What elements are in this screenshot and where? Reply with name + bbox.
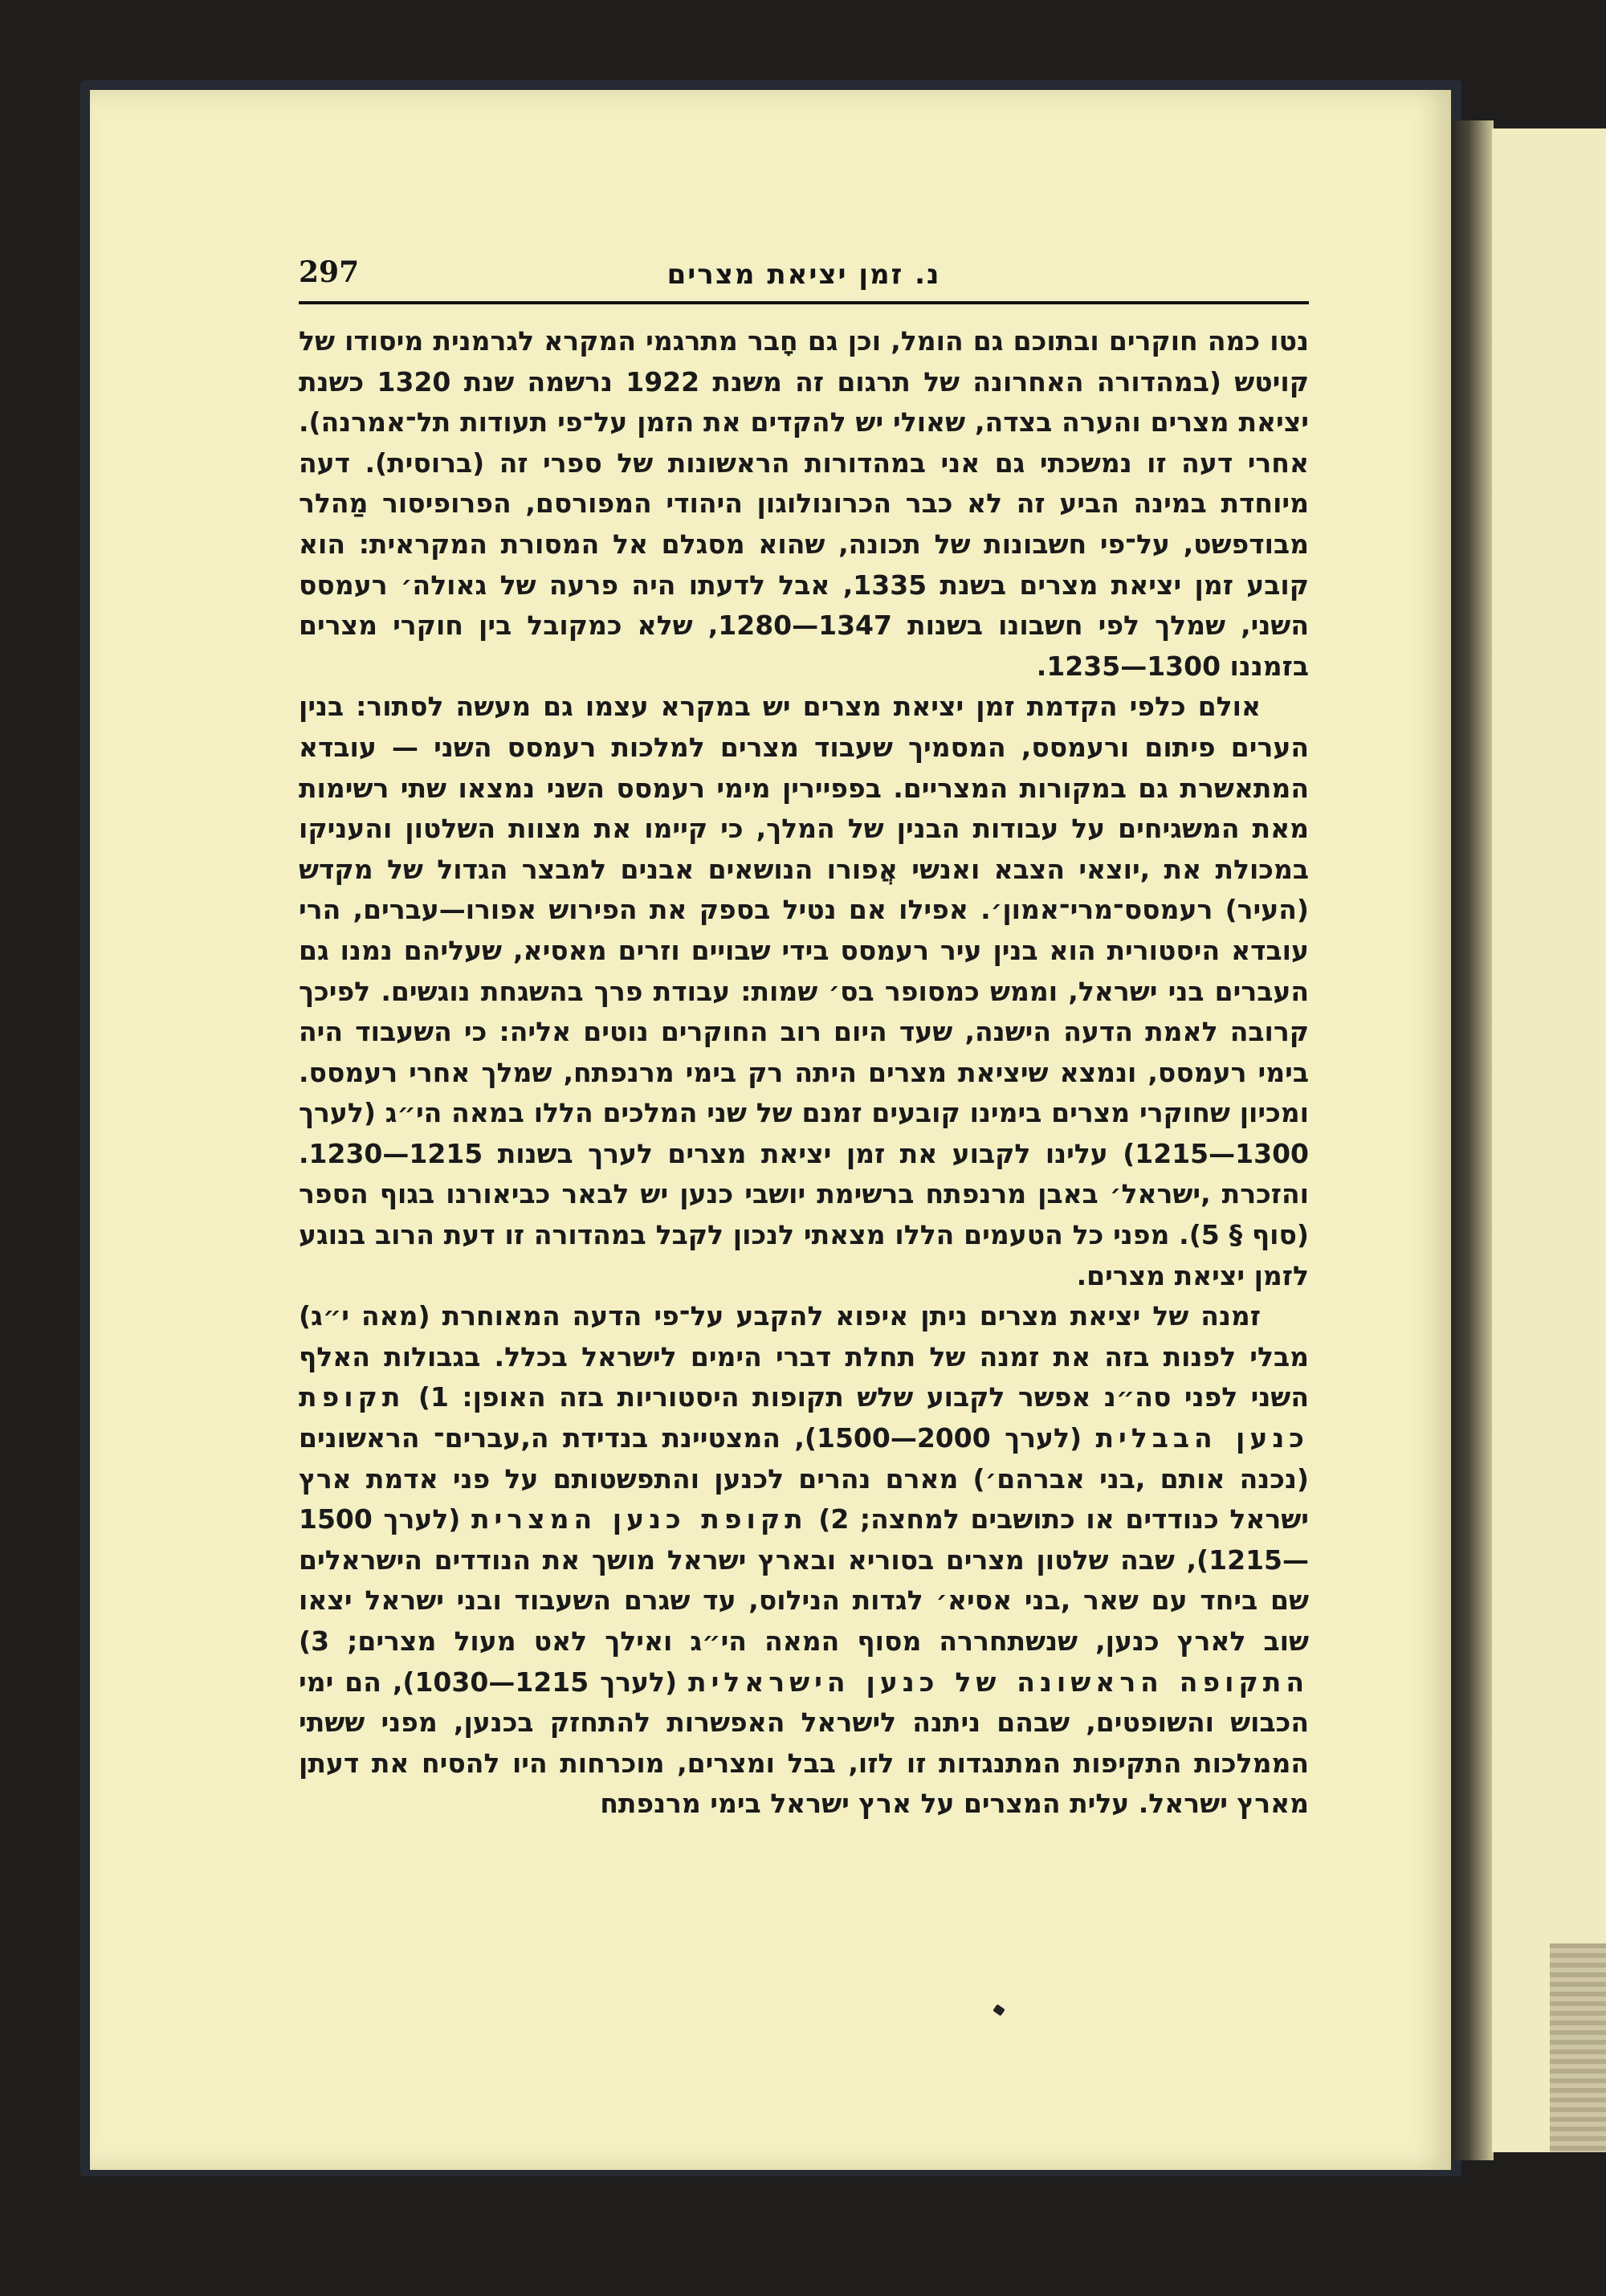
period-term-israelite: התקופה הראשונה של כנען הישראלית xyxy=(688,1666,1310,1698)
paragraph-3-part-a: זמנה של יציאת מצרים ניתן איפוא להקבע על־פי הדעה המאוחרת (מאה י״ג) מבלי לפנות בזה את זמנה של תחלת דברי הימים לישראל בכלל. בגבולות האלף השני לפני סה״נ אפשר לקבוע שלש תקופות היסטוריות בזה האופן: 1) xyxy=(299,1300,1310,1413)
paragraph-3-part-b: (לערך 2000—1500), המצטיינת בנדידת ה,עברים־ הראשונים (נכנה אותם ,בני אברהם׳) מארם נהרים לכנען והתפשטותם על פני אדמת ארץ ישראל כנודדים או כתושבים למחצה; 2) xyxy=(299,1422,1309,1535)
paragraph-3-part-d: (לערך 1215—1030), הם ימי הכבוש והשופטים, שבהם ניתנה לישראל האפשרות להתחזק בכנען, מפני ששתי הממלכות התקיפות המתנגדות זו לזו, בבל ומצרים, מוכרחות היו להסיח את דעתן מארץ ישראל. עלית המצרים על ארץ ישראל בימי מרנפתח xyxy=(299,1666,1309,1820)
book-gutter xyxy=(1452,120,1494,2160)
facing-page-edge xyxy=(1550,1943,1606,2152)
period-term-egyptian: תקופת כנען המצרית xyxy=(471,1503,808,1535)
header-rule xyxy=(299,301,1309,304)
paragraph-2: אולם כלפי הקדמת זמן יציאת מצרים יש במקרא עצמו גם מעשה לסתור: בנין הערים פיתום ורעמסס, המסמיך שעבוד מצרים למלכות רעמסס השני — עובדא המתאשרת גם במקורות המצריים. בפפיירין מימי רעמסס השני נמצאו שתי רשימות מאת המשגיחים על עבודות הבנין של המלך, כי קיימו את מצוות השלטון והעניקו במכולת את ,יוצאי הצבא ואנשי אֲפורו הנושאים אבנים למבצר הגדול של מקדש (העיר) רעמסס־מרי־אמון׳. אפילו אם נטיל בספק את הפירוש אפורו—עברים, הרי עובדא היסטורית הוא בנין עיר רעמסס בידי שבויים וזרים מאסיא, שעליהם נמנו גם העברים בני ישראל, וממש כמסופר בס׳ שמות: עבודת פרך בהשגחת נוגשים. לפיכך קרובה לאמת הדעה הישנה, שעד היום רוב החוקרים נוטים אליה: כי השעבוד היה בימי רעמסס, ונמצא שיציאת מצרים היתה רק בימי מרנפתח, שמלך אחרי רעמסס. ומכיון שחוקרי מצרים בימינו קובעים זמנם של שני המלכים הללו במאה הי״ג (לערך 1300—1215) עלינו לקבוע את זמן יציאת מצרים לערך בשנות 1215—1230. והזכרת ,ישראל׳ באבן מרנפתח ברשימת יושבי כנען יש לבאר כביאורנו בגוף הספר (סוף § 5). מפני כל הטעמים הללו מצאתי לנכון לקבל במהדורה זו דעת הרוב בנוגע לזמן יציאת מצרים. xyxy=(299,691,1309,1291)
paragraph-1: נטו כמה חוקרים ובתוכם גם הומל, וכן גם חָבר מתרגמי המקרא לגרמנית מיסודו של קויטש (במהדורה האחרונה של תרגום זה משנת 1922 נרשמה שנת 1320 כשנת יציאת מצרים והערה בצדה, שאולי יש להקדים את הזמן על־פי תעודות תל־אמרנה). אחרי דעה זו נמשכתי גם אני במהדורות הראשונות של ספרי זה (ברוסית). דעה מיוחדת במינה הביע זה לא כבר הכרונולוגון היהודי המפורסם, הפרופיסור מַהלר מבודפשט, על־פי חשבונות של תכונה, שהוא מסגלם אל המסורת המקראית: הוא קובע זמן יציאת מצרים בשנת 1335, אבל לדעתו היה פרעה של גאולה׳ רעמסס השני, שמלך לפי חשבונו בשנות 1347—1280, שלא כמקובל בין חוקרי מצרים בזמננו 1300—1235. xyxy=(299,325,1310,682)
period-term-babylonian: תקופת כנען הבבלית xyxy=(299,1381,1309,1454)
paragraph-3-part-c: (לערך 1500—1215), שבה שלטון מצרים בסוריא ובארץ ישראל מושך את הנודדים הישראלים שם ביחד עם שאר ,בני אסיא׳ לגדות הנילוס, עד שגרם השעבוד ובני ישראל יצאו שוב לארץ כנען, שנשתחררה מסוף המאה הי״ג ואילך לאט מעול מצרים; 3) xyxy=(299,1503,1309,1657)
running-head-title: נ. זמן יציאת מצרים xyxy=(666,259,941,291)
body-text xyxy=(299,321,1309,1825)
running-head xyxy=(299,255,1309,304)
facing-page xyxy=(1492,128,1606,2152)
paragraph-3 xyxy=(299,1296,1309,1825)
page-number: 297 xyxy=(299,255,360,289)
